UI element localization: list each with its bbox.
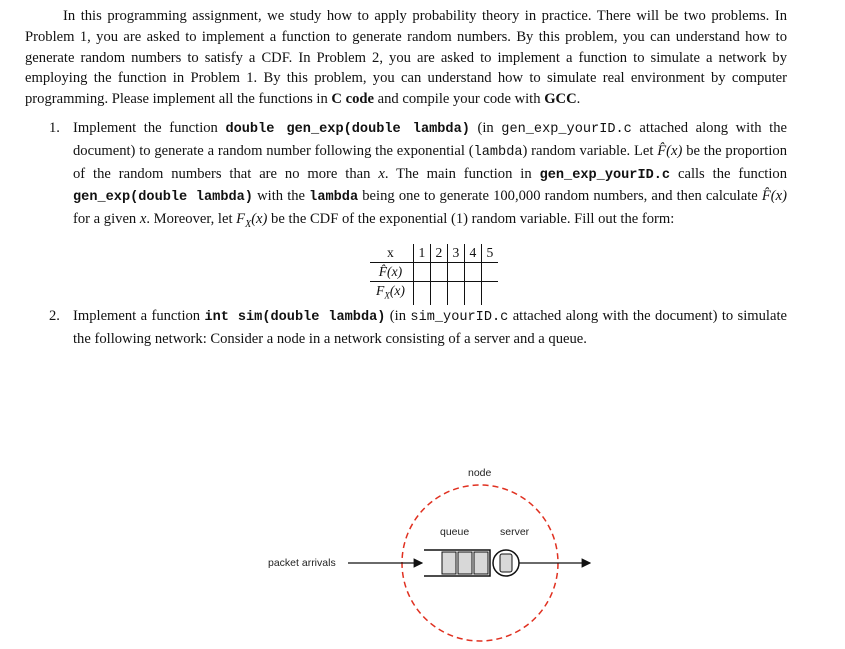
p1-text: . Moreover, let [146, 211, 237, 228]
fx-letter: F [376, 282, 385, 298]
document-page [25, 6, 787, 349]
gcc-emphasis: GCC [544, 91, 577, 108]
form-empty-cell[interactable] [413, 281, 430, 304]
node-label: node [468, 467, 492, 479]
form-empty-cell[interactable] [447, 281, 464, 304]
fx-arg: (x) [251, 211, 268, 228]
network-node-diagram [260, 466, 600, 646]
form-empty-cell[interactable] [430, 262, 447, 281]
fx-subscript: X [245, 219, 252, 231]
fx-letter: F [236, 211, 246, 228]
p2-text: attached along with the document) to simulate the following network: Consider a node in a network consisting of a server and a queue. [73, 307, 787, 347]
form-empty-cell[interactable] [413, 262, 430, 281]
form-header-cell: 5 [481, 244, 498, 263]
problem-2-number: 2. [49, 307, 60, 324]
p1-text: being one to generate 100,000 random numbers, and then calculate [358, 188, 762, 205]
server-icon [493, 550, 519, 576]
form-empty-cell[interactable] [447, 262, 464, 281]
queue-buffer [424, 550, 490, 576]
form-empty-cell[interactable] [481, 281, 498, 304]
form-row-label: F̂(x) [378, 263, 403, 279]
p1-text: calls the function [670, 165, 787, 182]
form-row-label [370, 281, 413, 304]
p1-text: with the [252, 188, 310, 205]
problem-2 [25, 306, 787, 350]
p1-math-fhat: F̂(x) [657, 142, 683, 159]
p1-text: (in [469, 119, 502, 136]
server-label: server [500, 526, 530, 538]
p1-text: ) random variable. Let [522, 142, 658, 159]
p1-text: . The main function in [384, 165, 540, 182]
p1-text: Implement the function [73, 119, 226, 136]
form-header-cell: 2 [430, 244, 447, 263]
p1-text: be the proportion of the random numbers that are no more than [73, 142, 788, 182]
form-empty-cell[interactable] [430, 281, 447, 304]
form-empty-cell[interactable] [481, 262, 498, 281]
p1-text: be the CDF of the exponential (1) random variable. Fill out the form: [267, 211, 675, 228]
p1-code-call: gen_exp(double lambda) [73, 190, 253, 206]
p2-text: Implement a function [73, 307, 205, 324]
c-code-emphasis: C code [331, 91, 374, 108]
p1-math-fx [236, 211, 268, 231]
fx-arg: (x) [389, 282, 405, 298]
form-row-fx [370, 281, 498, 304]
form-header-cell: 1 [413, 244, 430, 263]
intro-text-end: . [576, 91, 581, 108]
form-container [73, 244, 787, 300]
p2-code-signature: int sim(double lambda) [204, 309, 386, 325]
fill-out-form-table [370, 244, 498, 305]
intro-paragraph [25, 6, 787, 110]
p1-math-x: x [378, 165, 385, 182]
intro-text-mid: and compile your code with [373, 91, 545, 108]
p1-math-fhat: F̂(x) [761, 188, 788, 205]
p2-code-filename: sim_yourID.c [410, 309, 509, 325]
p1-math-x: x [139, 211, 147, 228]
fx-subscript: X [384, 290, 390, 301]
intro-text: In this programming assignment, we study how to apply probability theory in practice. There will be two problems. In Problem 1, you are asked to implement a function to generate random numbers. By this problem, you can understand how to generate random numbers to satisfy a CDF. In Problem 2, you are asked to implement a function to simulate a network by employing the function in Problem 1. By this problem, you can understand how to simulate real environment by computer programming. Please implement all the functions in [25, 8, 787, 108]
form-empty-cell[interactable] [464, 281, 481, 304]
form-row-fhat [370, 262, 498, 281]
p1-code-filename: gen_exp_yourID.c [501, 121, 632, 137]
queue-label: queue [440, 526, 470, 538]
packet-arrivals-label: packet arrivals [268, 557, 336, 569]
p1-code-signature: double gen_exp(double lambda) [225, 121, 470, 137]
form-header-cell: 4 [464, 244, 481, 263]
p1-code-lambda-bold: lambda [309, 190, 359, 206]
p1-code-lambda: lambda [473, 144, 523, 160]
p1-text: for a given [73, 211, 140, 228]
p1-text: attached along with the document) to generate a random number following the exponential ( [73, 119, 787, 159]
form-header-cell: 3 [447, 244, 464, 263]
p1-code-filename-bold: gen_exp_yourID.c [539, 167, 671, 183]
problem-1-number: 1. [49, 119, 60, 136]
problem-1 [25, 118, 787, 300]
problem-list [25, 118, 787, 349]
form-empty-cell[interactable] [464, 262, 481, 281]
form-header-row [370, 244, 498, 263]
p2-text: (in [385, 307, 411, 324]
form-header-x: x [370, 244, 413, 263]
